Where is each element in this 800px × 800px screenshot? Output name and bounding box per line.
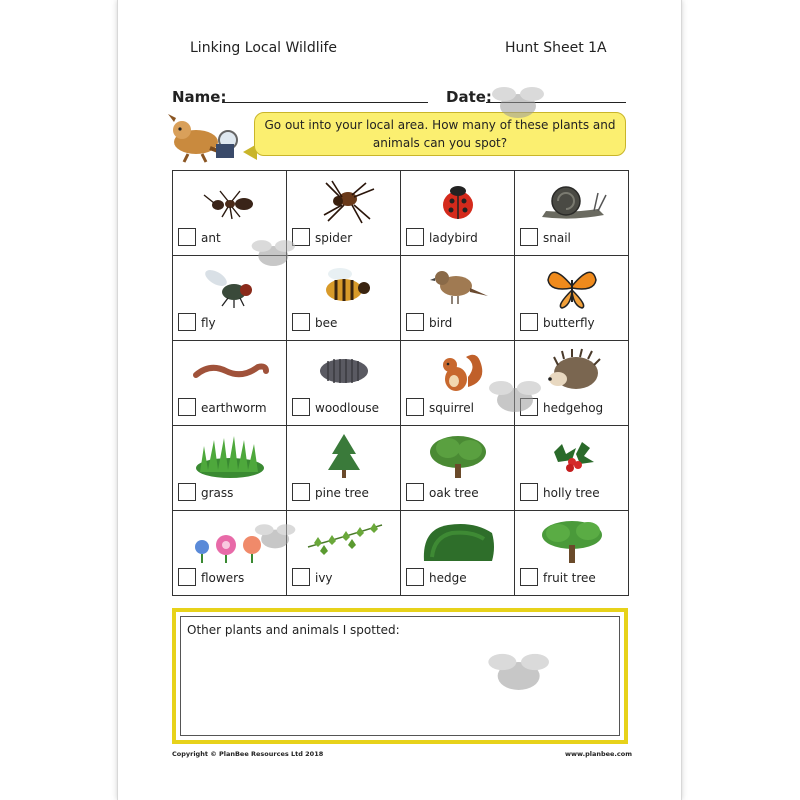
list-item	[401, 426, 515, 511]
checkbox[interactable]	[520, 568, 538, 586]
name-field[interactable]	[222, 102, 428, 103]
hedge-icon	[418, 517, 498, 565]
list-item	[401, 511, 515, 596]
ladybird-icon	[418, 177, 498, 225]
list-item	[287, 511, 401, 596]
list-item	[401, 256, 515, 341]
checkbox[interactable]	[292, 568, 310, 586]
snail-icon	[532, 177, 612, 225]
holly-icon	[532, 432, 612, 480]
checkbox[interactable]	[520, 228, 538, 246]
checkbox[interactable]	[178, 313, 196, 331]
list-item	[287, 256, 401, 341]
dog-detective-icon	[166, 108, 250, 166]
instruction-bubble	[254, 112, 626, 156]
checkbox[interactable]	[178, 228, 196, 246]
instruction-line-2: animals can you spot?	[372, 136, 508, 150]
list-item	[515, 511, 629, 596]
item-label: bee	[315, 316, 338, 330]
checkbox[interactable]	[406, 568, 424, 586]
fruit-tree-icon	[532, 517, 612, 565]
checkbox[interactable]	[520, 313, 538, 331]
item-label: ivy	[315, 571, 333, 585]
footer-copyright: Copyright © PlanBee Resources Ltd 2018	[172, 750, 324, 758]
date-label: Date:	[446, 88, 492, 106]
bee-watermark-icon	[478, 84, 550, 128]
item-label: snail	[543, 231, 571, 245]
checkbox[interactable]	[178, 568, 196, 586]
item-label: hedgehog	[543, 401, 604, 415]
instruction-line-1: Go out into your local area. How many of these plants and	[264, 118, 616, 132]
item-label: earthworm	[201, 401, 267, 415]
checkbox[interactable]	[406, 398, 424, 416]
checkbox[interactable]	[406, 228, 424, 246]
item-label: fruit tree	[543, 571, 596, 585]
checkbox[interactable]	[178, 483, 196, 501]
item-label: pine tree	[315, 486, 369, 500]
checkbox[interactable]	[292, 313, 310, 331]
pine-tree-icon	[304, 432, 384, 480]
list-item	[173, 426, 287, 511]
woodlouse-icon	[304, 347, 384, 395]
checkbox[interactable]	[406, 483, 424, 501]
earthworm-icon	[190, 347, 270, 395]
grass-icon	[190, 432, 270, 480]
item-label: spider	[315, 231, 353, 245]
list-item	[173, 341, 287, 426]
item-label: ladybird	[429, 231, 478, 245]
ivy-icon	[304, 517, 384, 565]
ant-icon	[190, 177, 270, 225]
item-label: holly tree	[543, 486, 600, 500]
bee-watermark-icon	[475, 376, 547, 424]
item-label: oak tree	[429, 486, 479, 500]
list-item	[287, 171, 401, 256]
checkbox[interactable]	[178, 398, 196, 416]
name-label: Name:	[172, 88, 227, 106]
bee-icon	[304, 262, 384, 310]
oak-tree-icon	[418, 432, 498, 480]
sheet-label: Hunt Sheet 1A	[505, 40, 607, 56]
item-label: woodlouse	[315, 401, 380, 415]
item-label: squirrel	[429, 401, 474, 415]
item-label: grass	[201, 486, 234, 500]
bee-watermark-icon	[244, 520, 300, 558]
item-label: hedge	[429, 571, 467, 585]
item-label: ant	[201, 231, 221, 245]
list-item	[287, 426, 401, 511]
butterfly-icon	[532, 262, 612, 310]
item-label: fly	[201, 316, 216, 330]
checkbox[interactable]	[406, 313, 424, 331]
footer-website: www.planbee.com	[565, 750, 632, 758]
checkbox[interactable]	[520, 483, 538, 501]
bird-icon	[418, 262, 498, 310]
item-label: butterfly	[543, 316, 595, 330]
list-item	[515, 256, 629, 341]
other-spotted-box[interactable]	[172, 608, 628, 744]
item-label: flowers	[201, 571, 245, 585]
checkbox[interactable]	[292, 398, 310, 416]
other-spotted-label: Other plants and animals I spotted:	[187, 623, 400, 637]
checkbox[interactable]	[292, 483, 310, 501]
checklist-grid	[172, 170, 629, 596]
list-item	[515, 426, 629, 511]
spider-icon	[304, 177, 384, 225]
bee-watermark-icon	[240, 236, 300, 276]
list-item	[401, 171, 515, 256]
list-item	[515, 171, 629, 256]
bee-watermark-icon	[472, 648, 556, 704]
item-label: bird	[429, 316, 453, 330]
list-item	[287, 341, 401, 426]
page-title: Linking Local Wildlife	[190, 40, 338, 56]
